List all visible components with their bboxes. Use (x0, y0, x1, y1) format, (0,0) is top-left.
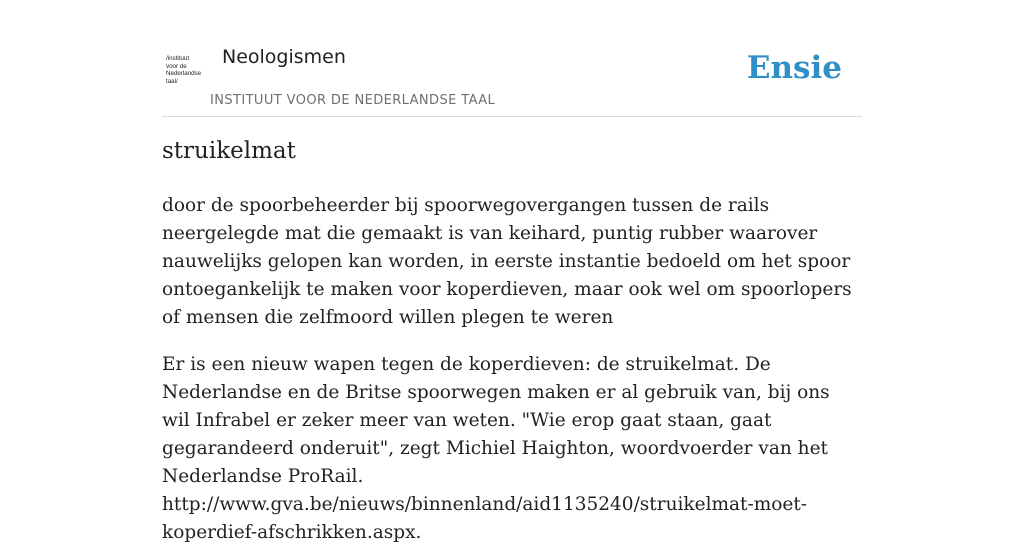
header (162, 0, 862, 117)
source-subtitle: INSTITUUT VOOR DE NEDERLANDSE TAAL (210, 93, 496, 108)
logo-line: Nederlandse (166, 70, 202, 78)
logo-line: taal/ (166, 77, 178, 85)
logo-line: voor de (166, 62, 187, 70)
logo-line: /instituut (166, 55, 190, 62)
source-title[interactable]: Neologismen (222, 46, 346, 68)
entry-definition: door de spoorbeheerder bij spoorwegovergangen tussen de rails neergelegde mat die gemaakt is van keihard, puntig rubber waarover nauwelijks gelopen kan worden, in eerste instantie bedoeld om het spoor ontoegankelijk te maken voor koperdieven, maar ook wel om spoorlopers of mensen die zelfmoord willen plegen te weren (162, 195, 852, 328)
entry-example: Er is een nieuw wapen tegen de koperdieven: de struikelmat. De Nederlandse en de Britse spoorwegen maken er al gebruik van, bij ons wil Infrabel er zeker meer van weten. "Wie erop gaat staan, gaat gegarandeerd onderuit", zegt Michiel Haighton, woordvoerder van het Nederlandse ProRail. http://www.gva.be/nieuws/binnenland/aid1135240/struikelmat-moet-koperdief-afschrikken.aspx. (162, 354, 830, 543)
institute-logo[interactable] (166, 55, 206, 89)
entry-card (162, 0, 862, 543)
ensie-brand-logo[interactable]: Ensie (746, 50, 842, 86)
entry-term: struikelmat (162, 138, 296, 164)
